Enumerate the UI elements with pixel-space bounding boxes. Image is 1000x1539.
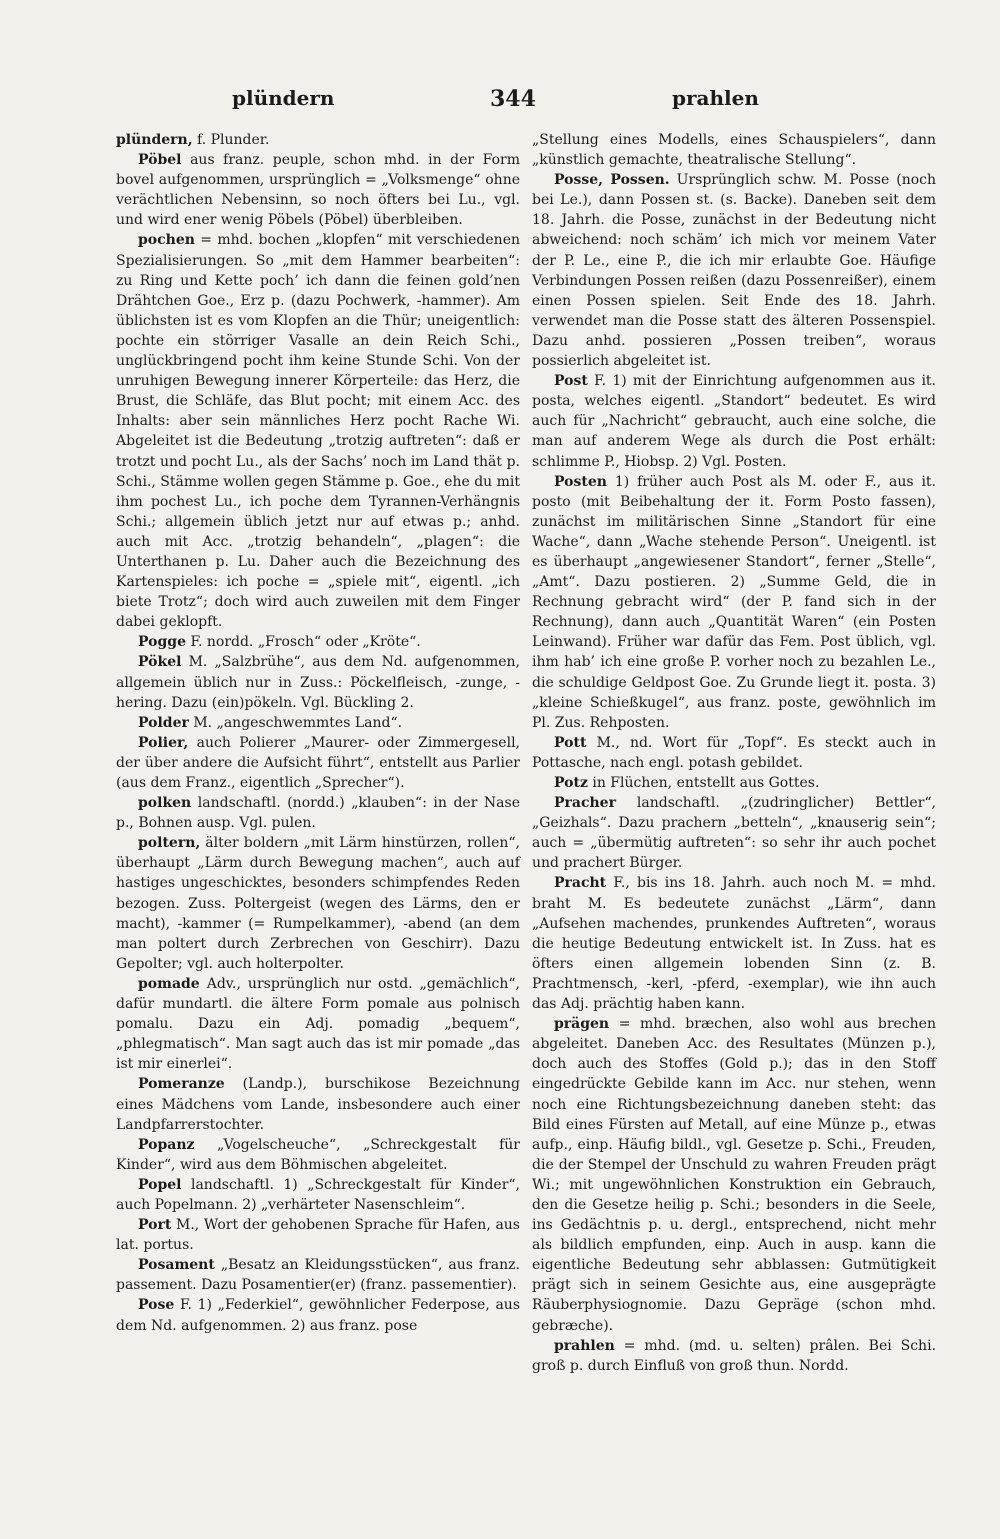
entry-text: „Stellung eines Modells, eines Schauspielers“, dann „künstlich gemachte, theatralische Stellung“. (532, 132, 936, 169)
entry-headword: pomade (138, 975, 200, 992)
entry-text: landschaftl. „(zudringlicher) Bettler“, „Geizhals“. Dazu prachern „betteln“, „knauserig sein“; auch = „übermütig auftreten“: so sehr ihr auch pochet und prachert Bürger. (532, 795, 937, 872)
dictionary-entry (116, 632, 520, 652)
dictionary-entry (116, 793, 520, 833)
entry-headword: Polder (138, 714, 189, 731)
dictionary-entry (116, 1175, 520, 1215)
dictionary-entry (116, 733, 520, 793)
dictionary-entry (116, 974, 520, 1074)
entry-headword: Pott (554, 734, 587, 751)
dictionary-entry (116, 130, 520, 150)
dictionary-entry (532, 773, 936, 793)
entry-headword: poltern, (138, 835, 201, 852)
entry-text: = mhd. bochen „klopfen“ mit verschiedenen Spezialisierungen. So „mit dem Hammer bearbeiten“: zu Ring und Kette poch’ ich dann die feinen gold’nen Drähtchen Goe., Erz p. (dazu Pochwerk, -hammer). Am üblichsten ist es vom Klopfen an die Thür; uneigentlich: pochte ein störriger Vasalle an dein Reich Schi., unglückbringend pocht ihm keine Stunde Schi. Von der unruhigen Bewegung innerer Körperteile: das Herz, die Brust, die Schläfe, das Blut pocht; mit einem Acc. des Inhalts: aber sein männliches Herz pocht Rache Wi. Abgeleitet ist die Bedeutung „trotzig auftreten“: daß er trotzt und pocht Lu., als der Sachs’ noch im Land thät p. Schi., Stämme wollen gegen Stämme p. Goe., ehe du mit ihm pochest Lu., ich poche dem Tyrannen-Verhängnis Schi.; allgemein üblich jetzt nur auf etwas p.; anhd. auch mit Acc. „trotzig behandeln“, „plagen“: die Unterthanen p. Lu. Daher auch die Bezeichnung des Kartenspieles: ich poche = „spiele mit“, eigentl. „ich biete Trotz“; doch wird auch zuweilen mit dem Finger dabei geklopft. (116, 232, 521, 631)
dictionary-entry (532, 371, 936, 471)
running-head-left: plündern (232, 86, 335, 110)
dictionary-entry (532, 1014, 936, 1336)
entry-text: älter boldern „mit Lärm hinstürzen, rollen“, überhaupt „Lärm durch Bewegung machen“, auch auf hastiges ungeschicktes, besonders schimpfendes Reden bezogen. Zuss. Poltergeist (wegen des Lärms, den er macht), -kammer (= Rumpelkammer), -abend (an dem man poltert durch Zerbrechen von Geschirr). Dazu Gepolter; vgl. auch holterpolter. (116, 835, 521, 972)
entry-headword: prahlen (554, 1337, 615, 1354)
entry-headword: Posse, Possen. (554, 172, 670, 189)
entry-headword: Potz (554, 775, 588, 791)
entry-text: Adv., ursprünglich nur ostd. „gemächlich“, dafür mundartl. die ältere Form pomale aus polnisch pomalu. Dazu ein Adj. pomadig „bequem“, „phlegmatisch“. Man sagt auch das ist mir pomade „das ist mir einerlei“. (116, 975, 521, 1073)
dictionary-entry (532, 733, 936, 773)
entry-headword: polken (138, 795, 192, 812)
entry-text: F. 1) „Federkiel“, gewöhnlicher Federpose, aus dem Nd. aufgenommen. 2) aus franz. pose (116, 1297, 521, 1334)
entry-headword: Polier, (138, 734, 189, 751)
dictionary-entry (116, 833, 520, 974)
entry-text: f. Plunder. (197, 132, 270, 148)
dictionary-entry (116, 713, 520, 733)
dictionary-entry (116, 150, 520, 230)
entry-headword: prägen (554, 1016, 610, 1033)
dictionary-entry (116, 1135, 520, 1175)
entry-text: (Landp.), burschikose Bezeichnung eines Mädchens vom Lande, insbesondere auch einer Landpfarrerstochter. (116, 1076, 521, 1133)
entry-headword: Posten (554, 473, 607, 490)
entry-text: M., nd. Wort für „Topf“. Es steckt auch in Pottasche, nach engl. potash gebildet. (532, 734, 937, 771)
entry-headword: Pöbel (138, 152, 182, 169)
entry-text: = mhd. (md. u. selten) prâlen. Bei Schi. groß p. durch Einfluß von groß thun. Nordd. (532, 1337, 936, 1374)
entry-text: F., bis ins 18. Jahrh. auch noch M. = mhd. braht M. Es bedeutete zunächst „Lärm“, dann „Aufsehen machendes, prunkendes Auftreten“, woraus die heutige Bedeutung entwickelt ist. In Zuss. hat es öfters einen allgemein lobenden Sinn (z. B. Prachtmensch, -kerl, -pferd, -exemplar), wie ihn auch das Adj. prächtig haben kann. (532, 875, 936, 1013)
entry-text: M., Wort der gehobenen Sprache für Hafen, aus lat. portus. (116, 1217, 520, 1254)
entry-text: landschaftl. (nordd.) „klauben“: in der Nase p., Bohnen ausp. Vgl. pulen. (116, 795, 520, 832)
entry-text: Ursprünglich schw. M. Posse (noch bei Le.), dann Possen st. (s. Backe). Daneben seit dem 18. Jahrh. die Posse, zunächst in der Bedeutung nicht abweichend: noch schäm’ ich mich vor meinem Vater der P. Le., eine P., die ich mir erlaubte Goe. Häufige Verbindungen Possen reißen (dazu Possenreißer), einem einen Possen spielen. Seit Ende des 18. Jahrh. verwendet man die Posse statt des älteren Possenspiel. Dazu anhd. possieren „Possen treiben“, woraus possierlich abgeleitet ist. (532, 172, 936, 370)
left-column (116, 130, 520, 1336)
entry-text: F. nordd. „Frosch“ oder „Kröte“. (190, 634, 421, 651)
entry-headword: Post (554, 373, 588, 390)
dictionary-entry (116, 1215, 520, 1255)
entry-text: „Besatz an Kleidungsstücken“, aus franz. passement. Dazu Posamentier(er) (franz. passementier). (116, 1257, 520, 1294)
entry-headword: Pose (138, 1297, 175, 1314)
entry-text: = mhd. bræchen, also wohl aus brechen abgeleitet. Daneben Acc. des Resultates (Münzen p.), doch auch des Stoffes (Gold p.); das in den Stoff eingedrückte Gebilde kann im Acc. nur stehen, wenn noch eine Richtungsbezeichnung daneben steht: das Bild eines Fürsten auf Metall, auf eine Münze p., etwas aufp., einp. Häufig bildl., vgl. Gesetze p. Schi., Freuden, die der Stempel der Unschuld zu wahren Freuden prägt Wi.; mit ungewöhnlichen Konstruktion ein Gebrauch, den die Gesetze heilig p. Schi.; besonders in die Seele, ins Gedächtnis p. u. dergl., entsprechend, nicht mehr als bildlich empfunden, einp. Auch in ausp. kann die eigentliche Bedeutung sehr abblassen: Gutmütigkeit prägt sich in seinem Gesichte aus, eine ausgeprägte Räuberphysiognomie. Dazu Gepräge (schon mhd. gebræche). (532, 1016, 936, 1334)
dictionary-entry (116, 652, 520, 712)
entry-text: M. „Salzbrühe“, aus dem Nd. aufgenommen, allgemein üblich nur in Zuss.: Pöckelfleisch, -zunge, -hering. Dazu (ein)pökeln. Vgl. Bückling 2. (116, 654, 521, 711)
dictionary-entry (532, 130, 936, 170)
entry-text: 1) früher auch Post als M. oder F., aus it. posto (mit Beibehaltung der it. Form Posto fassen), zunächst im militärischen Sinne „Standort für eine Wache“, dann „Wache stehende Person“. Uneigentl. ist es überhaupt „angewiesener Standort“, ferner „Stelle“, „Amt“. Dazu postieren. 2) „Summe Geld, die in Rechnung gebracht wird“ (der P. fand sich in der Rechnung), dann auch „Quantität Waren“ (ein Posten Leinwand). Früher war dafür das Fem. Post üblich, vgl. ihm hab’ ich eine große P. vorher noch zu bezahlen Le., die schuldige Geldpost Goe. Zu Grunde liegt it. posta. 3) „kleine Schießkugel“, aus franz. poste, gewöhnlich im Pl. Zus. Rehposten. (532, 473, 936, 731)
entry-headword: Pomeranze (138, 1076, 225, 1093)
entry-text: landschaftl. 1) „Schreckgestalt für Kinder“, auch Popelmann. 2) „verhärteter Nasenschleim“. (116, 1176, 521, 1213)
dictionary-entry (116, 230, 520, 632)
entry-headword: Pökel (138, 654, 182, 671)
entry-text: M. „angeschwemmtes Land“. (193, 714, 403, 731)
dictionary-entry (532, 472, 936, 733)
entry-headword: Pogge (138, 634, 186, 651)
entry-headword: Pracher (554, 795, 616, 812)
right-column (532, 130, 936, 1376)
dictionary-entry (116, 1255, 520, 1295)
entry-text: in Flüchen, entstellt aus Gottes. (592, 775, 820, 791)
entry-headword: Posament (138, 1257, 215, 1274)
entry-text: „Vogelscheuche“, „Schreckgestalt für Kinder“, wird aus dem Böhmischen abgeleitet. (116, 1136, 520, 1173)
running-head-right: prahlen (672, 86, 759, 110)
page-header (0, 86, 1000, 116)
dictionary-entry (116, 1074, 520, 1134)
dictionary-entry (532, 1336, 936, 1376)
entry-headword: pochen (138, 232, 195, 249)
entry-text: aus franz. peuple, schon mhd. in der Form bovel aufgenommen, ursprünglich = „Volksmenge“ ohne verächtlichen Nebensinn, so noch öfters bei Lu., vgl. und wird ener wenig Pöbels (Pöbel) überbleiben. (116, 152, 521, 229)
entry-text: auch Polierer „Maurer- oder Zimmergesell, der über andere die Aufsicht führt“, entstellt aus Parlier (aus dem Franz., eigentlich „Sprecher“). (116, 734, 521, 791)
dictionary-entry (532, 170, 936, 371)
dictionary-entry (532, 793, 936, 873)
entry-headword: Popel (138, 1176, 182, 1193)
dictionary-entry (532, 873, 936, 1014)
entry-text: F. 1) mit der Einrichtung aufgenommen aus it. posta, welches eigentl. „Standort“ bedeutet. Es wird auch für „Nachricht“ gebraucht, auch eine solche, die man auf anderem Wege als durch die Post erhält: schlimme P., Hiobsp. 2) Vgl. Posten. (532, 373, 936, 470)
entry-headword: Pracht (554, 875, 607, 892)
page-number: 344 (490, 86, 536, 112)
entry-headword: Port (138, 1217, 172, 1234)
dictionary-entry (116, 1295, 520, 1335)
entry-headword: Popanz (138, 1136, 195, 1153)
entry-headword: plündern, (116, 132, 193, 148)
